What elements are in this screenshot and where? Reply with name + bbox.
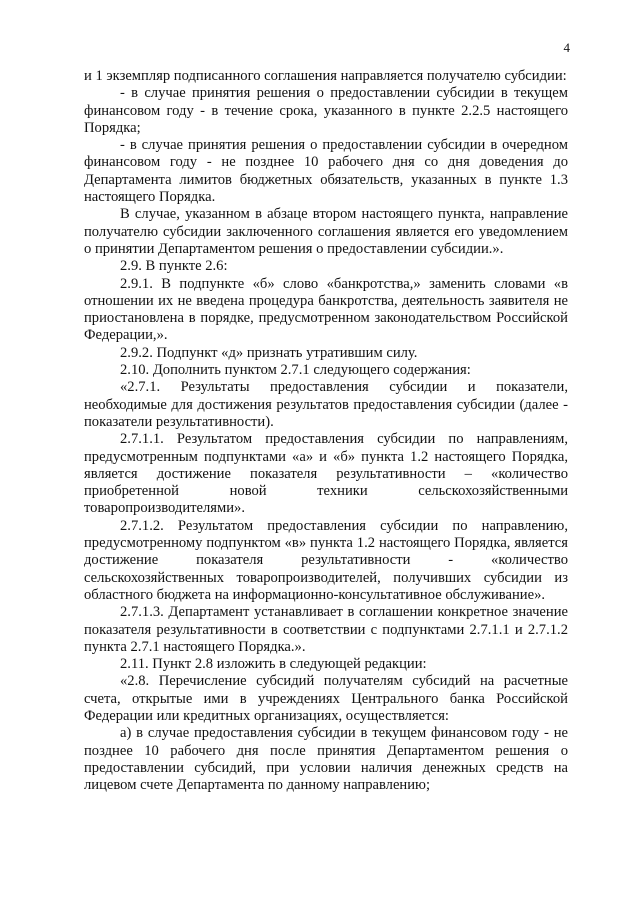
paragraph: 2.9.1. В подпункте «б» слово «банкротства,» заменить словами «в отношении их не введена процедура банкротства, деятельность заявителя не приостановлена в порядке, предусмотренном законодательством Российской Федерации,». (84, 275, 568, 344)
paragraph: 2.9.2. Подпункт «д» признать утратившим силу. (120, 344, 418, 361)
paragraph: - в случае принятия решения о предоставлении субсидии в очередном финансовом году - не позднее 10 рабочего дня со дня доведения до Департамента лимитов бюджетных обязательств, указанных в пункте 1.3 настоящего Порядка. (84, 137, 568, 206)
paragraph: «2.7.1. Результаты предоставления субсидии и показатели, необходимые для достижения результатов предоставления субсидии (далее - показатели результативности). (84, 379, 568, 430)
document-body (84, 68, 568, 794)
page-number: 4 (563, 40, 570, 55)
paragraph: В случае, указанном в абзаце втором настоящего пункта, направление получателю субсидии заключенного соглашения является его уведомлением о принятии Департаментом решения о предоставлении субсидии.». (84, 206, 568, 257)
paragraph: - в случае принятия решения о предоставлении субсидии в текущем финансовом году - в течение срока, указанного в пункте 2.2.5 настоящего Порядка; (84, 85, 568, 136)
paragraph: 2.11. Пункт 2.8 изложить в следующей редакции: (120, 656, 427, 673)
paragraph: и 1 экземпляр подписанного соглашения направляется получателю субсидии: (84, 68, 567, 84)
paragraph: 2.7.1.2. Результатом предоставления субсидии по направлению, предусмотренному подпунктом «в» пункта 1.2 настоящего Порядка, является достижение показателя результативности - «количество сельскохозяйственных товаропроизводителей, получивших субсидии из областного бюджета на информационно-консультативное обслуживание». (84, 517, 568, 603)
paragraph: 2.7.1.1. Результатом предоставления субсидии по направлениям, предусмотренным подпунктами «а» и «б» пункта 1.2 настоящего Порядка, является достижение показателя результативности – «количество приобретенной новой техники сельскохозяйственными товаропроизводителями». (84, 431, 568, 517)
paragraph: а) в случае предоставления субсидии в текущем финансовом году - не позднее 10 рабочего дня после принятия Департаментом решения о предоставлении субсидий, при условии наличия денежных средств на лицевом счете Департамента по данному направлению; (84, 725, 568, 794)
paragraph: «2.8. Перечисление субсидий получателям субсидий на расчетные счета, открытые ими в учреждениях Центрального банка Российской Федерации или кредитных организациях, осуществляется: (84, 673, 568, 724)
paragraph: 2.9. В пункте 2.6: (120, 258, 228, 275)
paragraph: 2.10. Дополнить пунктом 2.7.1 следующего содержания: (120, 362, 471, 379)
paragraph: 2.7.1.3. Департамент устанавливает в соглашении конкретное значение показателя результативности в соответствии с подпунктами 2.7.1.1 и 2.7.1.2 пункта 2.7.1 настоящего Порядка.». (84, 604, 568, 655)
